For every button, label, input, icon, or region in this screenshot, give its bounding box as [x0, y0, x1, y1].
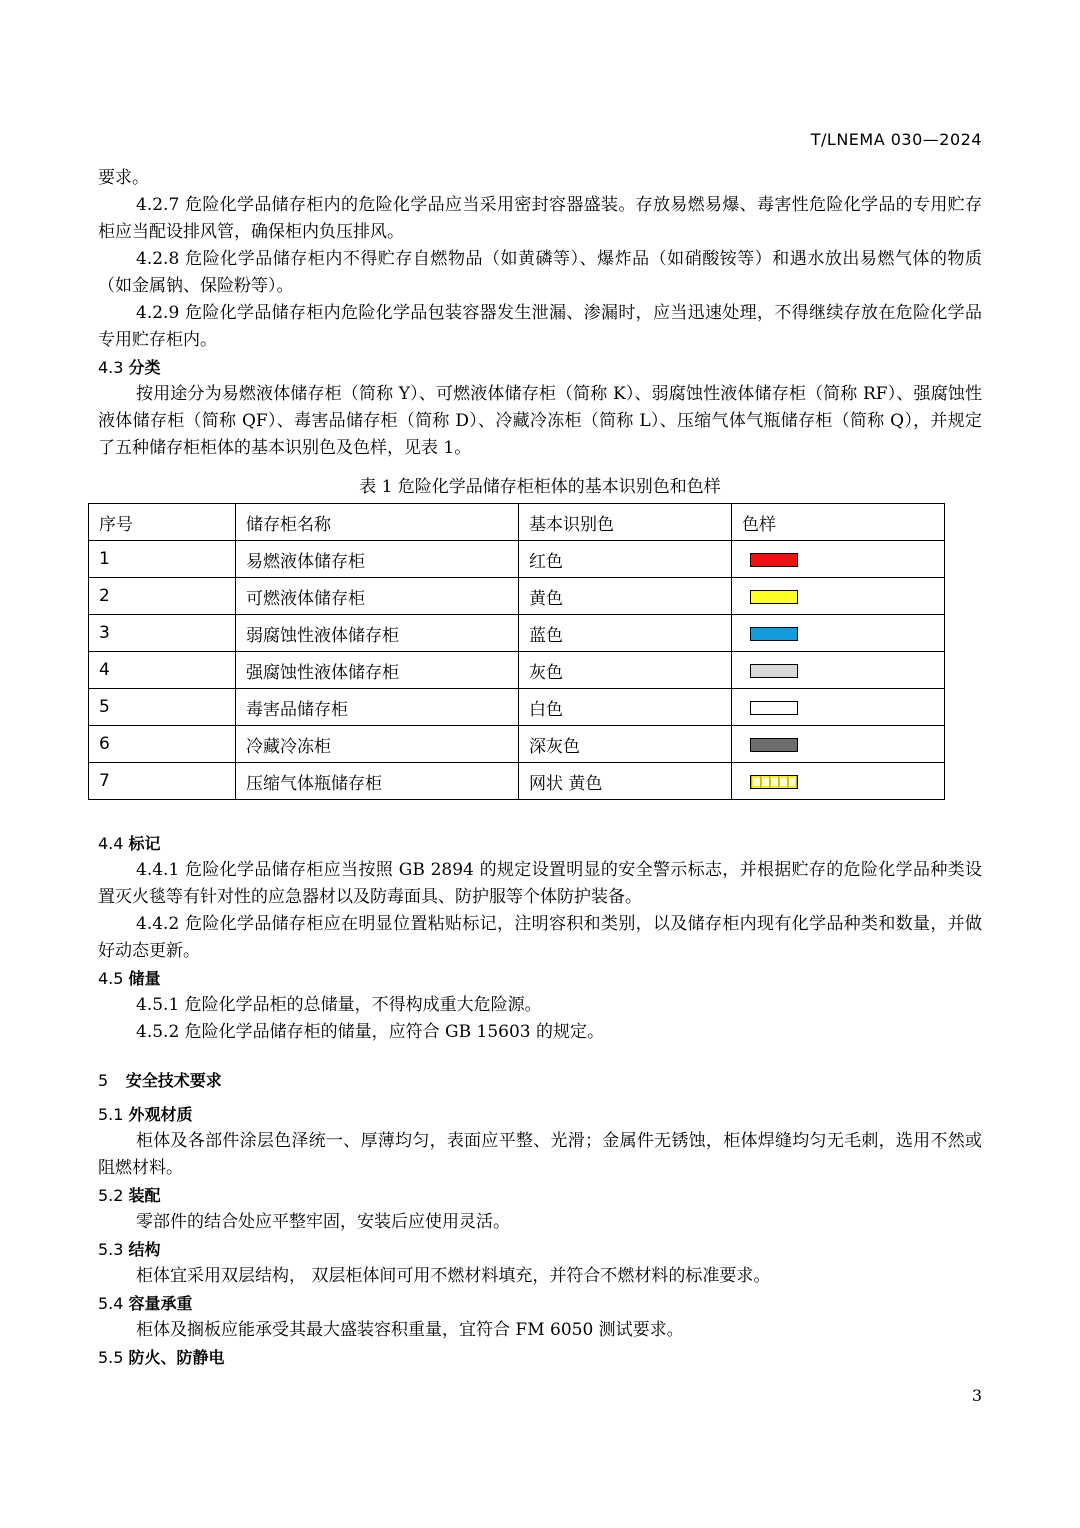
row-number: 5: [89, 689, 236, 726]
identification-color: 红色: [519, 541, 732, 578]
header-cell: 色样: [732, 504, 945, 541]
table-header-row: [89, 504, 945, 541]
heading-5: [98, 1068, 982, 1091]
table-row: [89, 689, 945, 726]
paragraph-4-5-2: 4.5.2 危险化学品储存柜的储量，应符合 GB 15603 的规定。: [136, 1022, 605, 1042]
heading-number: 5.3: [98, 1240, 124, 1259]
heading-number: 4.4: [98, 834, 124, 853]
color-swatch-white: [750, 701, 798, 715]
heading-number: 4.5: [98, 969, 124, 988]
heading-4-4: [98, 830, 982, 857]
heading-title: 分类: [128, 358, 161, 377]
heading-4-3: [98, 354, 982, 381]
cabinet-name: 弱腐蚀性液体储存柜: [236, 615, 519, 652]
paragraph-5-2: 零部件的结合处应平整牢固，安装后应使用灵活。: [136, 1212, 510, 1232]
heading-5-2: [98, 1182, 982, 1209]
cabinet-name: 压缩气体瓶储存柜: [236, 763, 519, 800]
heading-title: 结构: [128, 1240, 161, 1259]
table-caption: 表 1 危险化学品储存柜柜体的基本识别色和色样: [359, 477, 721, 497]
identification-color: 白色: [519, 689, 732, 726]
paragraph-4-3: 按用途分为易燃液体储存柜（简称 Y）、可燃液体储存柜（简称 K）、弱腐蚀性液体储存柜（简称 RF）、强腐蚀性液体储存柜（简称 QF）、毒害品储存柜（简称 D）、冷藏冷冻柜（简称 L）、压缩气体气瓶储存柜（简称 Q），并规定了五种储存柜柜体的基本识别色及色样，见表 1。: [98, 384, 982, 458]
table-row: [89, 763, 945, 800]
cabinet-name: 毒害品储存柜: [236, 689, 519, 726]
identification-color: 蓝色: [519, 615, 732, 652]
document-id: T/LNEMA 030—2024: [810, 130, 982, 149]
heading-5-4: [98, 1290, 982, 1317]
cabinet-name: 冷藏冷冻柜: [236, 726, 519, 763]
heading-title: 标记: [128, 834, 161, 853]
heading-5-1: [98, 1101, 982, 1128]
color-swatch-gray: [750, 664, 798, 678]
row-number: 1: [89, 541, 236, 578]
paragraph-4-4-1: 4.4.1 危险化学品储存柜应当按照 GB 2894 的规定设置明显的安全警示标志，并根据贮存的危险化学品种类设置灭火毯等有针对性的应急器材以及防毒面具、防护服等个体防护装备。: [98, 860, 982, 907]
table-row: [89, 726, 945, 763]
paragraph-4-2-8: 4.2.8 危险化学品储存柜内不得贮存自燃物品（如黄磷等）、爆炸品（如硝酸铵等）和遇水放出易燃气体的物质（如金属钠、保险粉等）。: [98, 249, 982, 296]
paragraph-4-2-7: 4.2.7 危险化学品储存柜内的危险化学品应当采用密封容器盛装。存放易燃易爆、毒害性危险化学品的专用贮存柜应当配设排风管，确保柜内负压排风。: [98, 195, 982, 242]
header-cell: 序号: [89, 504, 236, 541]
row-number: 3: [89, 615, 236, 652]
paragraph-5-1: 柜体及各部件涂层色泽统一、厚薄均匀，表面应平整、光滑；金属件无锈蚀，柜体焊缝均匀无毛刺，选用不然或阻燃材料。: [98, 1131, 982, 1178]
cabinet-name: 强腐蚀性液体储存柜: [236, 652, 519, 689]
row-number: 7: [89, 763, 236, 800]
heading-title: 安全技术要求: [125, 1071, 222, 1090]
identification-color: 网状 黄色: [519, 763, 732, 800]
identification-color: 黄色: [519, 578, 732, 615]
heading-title: 外观材质: [128, 1105, 193, 1124]
heading-5-3: [98, 1236, 982, 1263]
paragraph: 要求。: [98, 168, 149, 188]
color-swatch-mesh-yellow: [750, 775, 798, 789]
heading-title: 防火、防静电: [128, 1348, 225, 1367]
row-number: 6: [89, 726, 236, 763]
header-cell: 基本识别色: [519, 504, 732, 541]
table-row: [89, 652, 945, 689]
color-swatch-blue: [750, 627, 798, 641]
heading-number: 5.4: [98, 1294, 124, 1313]
heading-title: 容量承重: [128, 1294, 193, 1313]
heading-number: 5.5: [98, 1348, 124, 1367]
color-swatch-dark-gray: [750, 738, 798, 752]
cabinet-name: 易燃液体储存柜: [236, 541, 519, 578]
heading-5-5: [98, 1344, 982, 1371]
paragraph-4-5-1: 4.5.1 危险化学品柜的总储量，不得构成重大危险源。: [136, 995, 542, 1015]
header-cell: 储存柜名称: [236, 504, 519, 541]
color-swatch-red: [750, 553, 798, 567]
identification-color: 深灰色: [519, 726, 732, 763]
heading-number: 5.2: [98, 1186, 124, 1205]
heading-title: 储量: [128, 969, 161, 988]
table-row: [89, 578, 945, 615]
paragraph-4-2-9: 4.2.9 危险化学品储存柜内危险化学品包装容器发生泄漏、渗漏时，应当迅速处理，不得继续存放在危险化学品专用贮存柜内。: [98, 303, 982, 350]
table-row: [89, 615, 945, 652]
row-number: 2: [89, 578, 236, 615]
heading-title: 装配: [128, 1186, 161, 1205]
identification-color: 灰色: [519, 652, 732, 689]
cabinet-name: 可燃液体储存柜: [236, 578, 519, 615]
heading-number: 5.1: [98, 1105, 124, 1124]
paragraph-4-4-2: 4.4.2 危险化学品储存柜应在明显位置粘贴标记，注明容积和类别，以及储存柜内现有化学品种类和数量，并做好动态更新。: [98, 914, 982, 961]
color-swatch-yellow: [750, 590, 798, 604]
document-body: [98, 165, 982, 1371]
heading-4-5: [98, 965, 982, 992]
paragraph-5-4: 柜体及搁板应能承受其最大盛装容积重量，宜符合 FM 6050 测试要求。: [136, 1320, 684, 1340]
paragraph-5-3: 柜体宜采用双层结构， 双层柜体间可用不燃材料填充，并符合不燃材料的标准要求。: [136, 1266, 771, 1286]
heading-number: 5: [98, 1071, 109, 1090]
row-number: 4: [89, 652, 236, 689]
page-number: 3: [971, 1386, 982, 1405]
heading-number: 4.3: [98, 358, 124, 377]
table-row: [89, 541, 945, 578]
color-table: [88, 503, 945, 800]
